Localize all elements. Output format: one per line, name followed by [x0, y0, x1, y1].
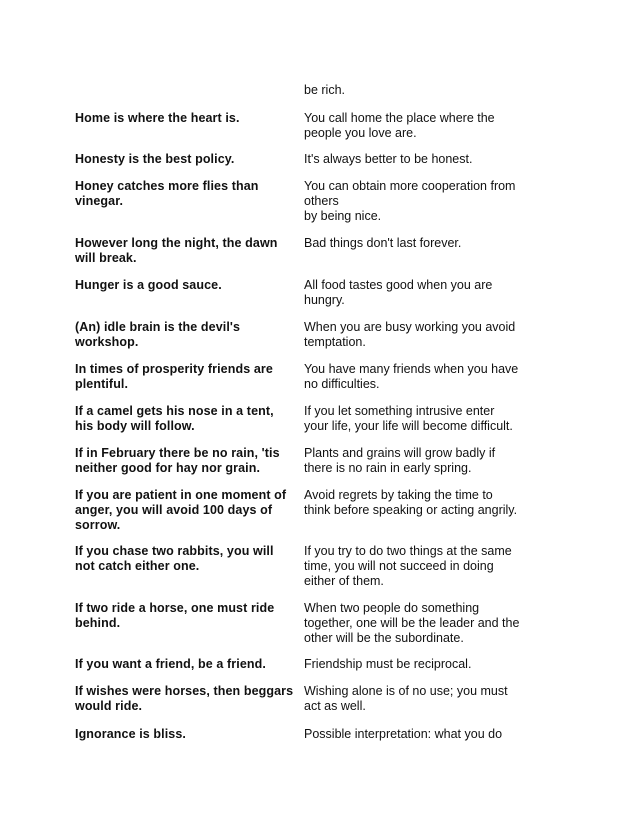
proverb: If a camel gets his nose in a tent, his body will follow.: [75, 404, 274, 433]
proverb: If wishes were horses, then beggars would ride.: [75, 684, 294, 713]
meaning: Plants and grains will grow badly if there is no rain in early spring.: [304, 446, 496, 475]
proverb: (An) idle brain is the devil's workshop.: [75, 320, 241, 349]
proverb: If you want a friend, be a friend.: [75, 657, 266, 671]
proverb: However long the night, the dawn will break.: [75, 236, 278, 265]
meaning: All food tastes good when you are hungry.: [304, 278, 493, 307]
meaning: Possible interpretation: what you do: [304, 727, 503, 741]
proverb: Ignorance is bliss.: [75, 727, 186, 741]
proverb: In times of prosperity friends are plentiful.: [75, 362, 273, 391]
meaning: Friendship must be reciprocal.: [304, 657, 472, 671]
meaning: When two people do something together, one will be the leader and the other will be the subordinate.: [304, 601, 520, 645]
meaning: Avoid regrets by taking the time to think before speaking or acting angrily.: [304, 488, 518, 517]
meaning: Wishing alone is of no use; you must act as well.: [304, 684, 508, 713]
proverb: If you chase two rabbits, you will not catch either one.: [75, 544, 274, 573]
meaning: When you are busy working you avoid temptation.: [304, 320, 516, 349]
meaning: It's always better to be honest.: [304, 152, 473, 166]
meaning: You can obtain more cooperation from others by being nice.: [304, 179, 516, 223]
proverb: Honesty is the best policy.: [75, 152, 235, 166]
proverb: Hunger is a good sauce.: [75, 278, 222, 292]
meaning: Bad things don't last forever.: [304, 236, 462, 250]
meaning: You call home the place where the people you love are.: [304, 111, 495, 140]
proverb: If you are patient in one moment of anger, you will avoid 100 days of sorrow.: [75, 488, 287, 532]
meaning: You have many friends when you have no difficulties.: [304, 362, 519, 391]
proverb: If two ride a horse, one must ride behind.: [75, 601, 275, 630]
proverb: Home is where the heart is.: [75, 111, 240, 125]
meaning: If you try to do two things at the same time, you will not succeed in doing either of them.: [304, 544, 512, 588]
proverb: Honey catches more flies than vinegar.: [75, 179, 259, 208]
continued-meaning: be rich.: [304, 83, 345, 97]
meaning: If you let something intrusive enter your life, your life will become difficult.: [304, 404, 513, 433]
proverb: If in February there be no rain, 'tis neither good for hay nor grain.: [75, 446, 280, 475]
